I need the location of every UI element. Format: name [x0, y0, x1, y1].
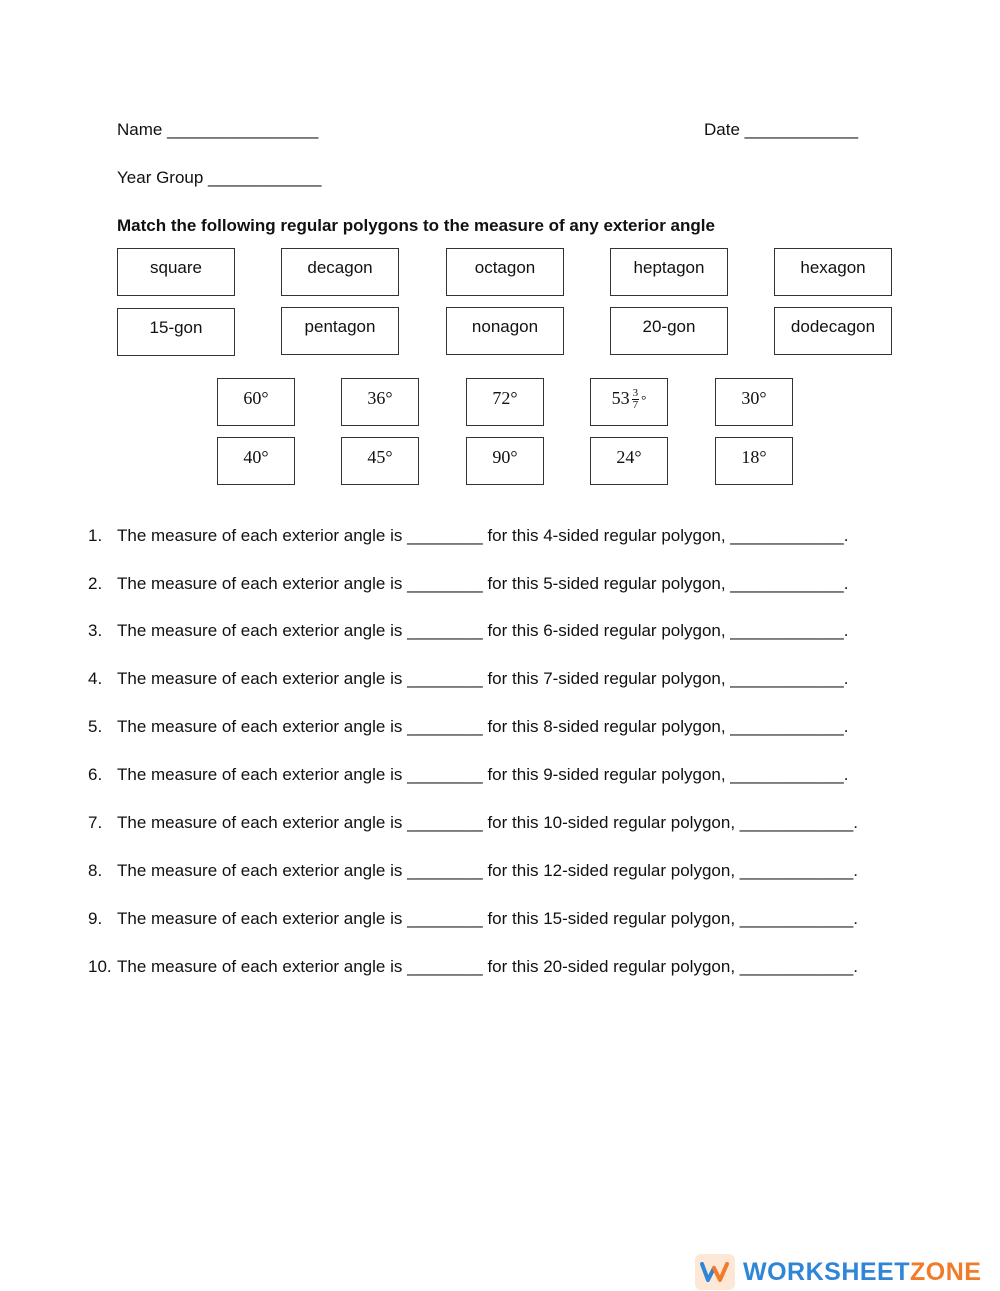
angle-fraction [632, 388, 640, 411]
question-item [88, 765, 849, 785]
question-text: The measure of each exterior angle is ________ for this 4-sided regular polygon, ____________. [117, 526, 849, 545]
date-field: Date ____________ [704, 120, 859, 139]
angle-box: 45° [341, 437, 419, 485]
question-text: The measure of each exterior angle is ________ for this 15-sided regular polygon, ____________. [117, 909, 858, 928]
polygon-box-20-gon: 20-gon [610, 307, 728, 355]
angle-box: 18° [715, 437, 793, 485]
logo-text-main: WORKSHEET [743, 1257, 910, 1286]
question-number: 10. [88, 957, 112, 976]
angle-box: 30° [715, 378, 793, 426]
question-number: 3. [88, 621, 103, 640]
polygon-box-15-gon: 15-gon [117, 308, 235, 356]
question-number: 8. [88, 861, 103, 880]
question-number: 2. [88, 574, 103, 593]
question-item [88, 526, 849, 546]
w-logo-icon [695, 1254, 735, 1290]
question-number: 7. [88, 813, 103, 832]
polygon-box-hexagon: hexagon [774, 248, 892, 296]
question-text: The measure of each exterior angle is ________ for this 10-sided regular polygon, ____________. [117, 813, 858, 832]
logo-text [743, 1258, 981, 1287]
question-number: 6. [88, 765, 103, 784]
question-item [88, 574, 849, 594]
polygon-box-square: square [117, 248, 235, 296]
name-field: Name ________________ [117, 120, 319, 139]
fraction-denominator: 7 [632, 399, 639, 412]
question-text: The measure of each exterior angle is ________ for this 12-sided regular polygon, ____________. [117, 861, 858, 880]
year-group-field: Year Group ____________ [117, 168, 322, 187]
question-item [88, 669, 849, 689]
angle-box: 36° [341, 378, 419, 426]
polygon-box-decagon: decagon [281, 248, 399, 296]
question-number: 4. [88, 669, 103, 688]
polygon-box-pentagon: pentagon [281, 307, 399, 355]
angle-whole: 53 [611, 388, 630, 408]
question-text: The measure of each exterior angle is ________ for this 20-sided regular polygon, ____________. [117, 957, 858, 976]
question-number: 1. [88, 526, 103, 545]
angle-box-mixed-fraction [590, 378, 668, 426]
question-item [88, 621, 849, 641]
polygon-box-dodecagon: dodecagon [774, 307, 892, 355]
fraction-numerator: 3 [632, 387, 639, 400]
instruction-heading: Match the following regular polygons to the measure of any exterior angle [117, 216, 715, 235]
angle-box: 72° [466, 378, 544, 426]
question-item [88, 957, 858, 977]
worksheetzone-logo[interactable] [695, 1253, 981, 1291]
angle-box: 90° [466, 437, 544, 485]
question-item [88, 909, 858, 929]
question-text: The measure of each exterior angle is ________ for this 6-sided regular polygon, ____________. [117, 621, 849, 640]
question-text: The measure of each exterior angle is ________ for this 8-sided regular polygon, ____________. [117, 717, 849, 736]
question-text: The measure of each exterior angle is ________ for this 7-sided regular polygon, ____________. [117, 669, 849, 688]
question-text: The measure of each exterior angle is ________ for this 5-sided regular polygon, ____________. [117, 574, 849, 593]
question-number: 5. [88, 717, 103, 736]
angle-box: 24° [590, 437, 668, 485]
question-text: The measure of each exterior angle is ________ for this 9-sided regular polygon, ____________. [117, 765, 849, 784]
logo-text-accent: ZONE [910, 1257, 982, 1286]
question-item [88, 813, 858, 833]
polygon-box-octagon: octagon [446, 248, 564, 296]
polygon-box-nonagon: nonagon [446, 307, 564, 355]
question-item [88, 861, 858, 881]
degree-symbol: ° [641, 392, 647, 407]
angle-box: 40° [217, 437, 295, 485]
question-number: 9. [88, 909, 103, 928]
polygon-box-heptagon: heptagon [610, 248, 728, 296]
question-item [88, 717, 849, 737]
angle-box: 60° [217, 378, 295, 426]
